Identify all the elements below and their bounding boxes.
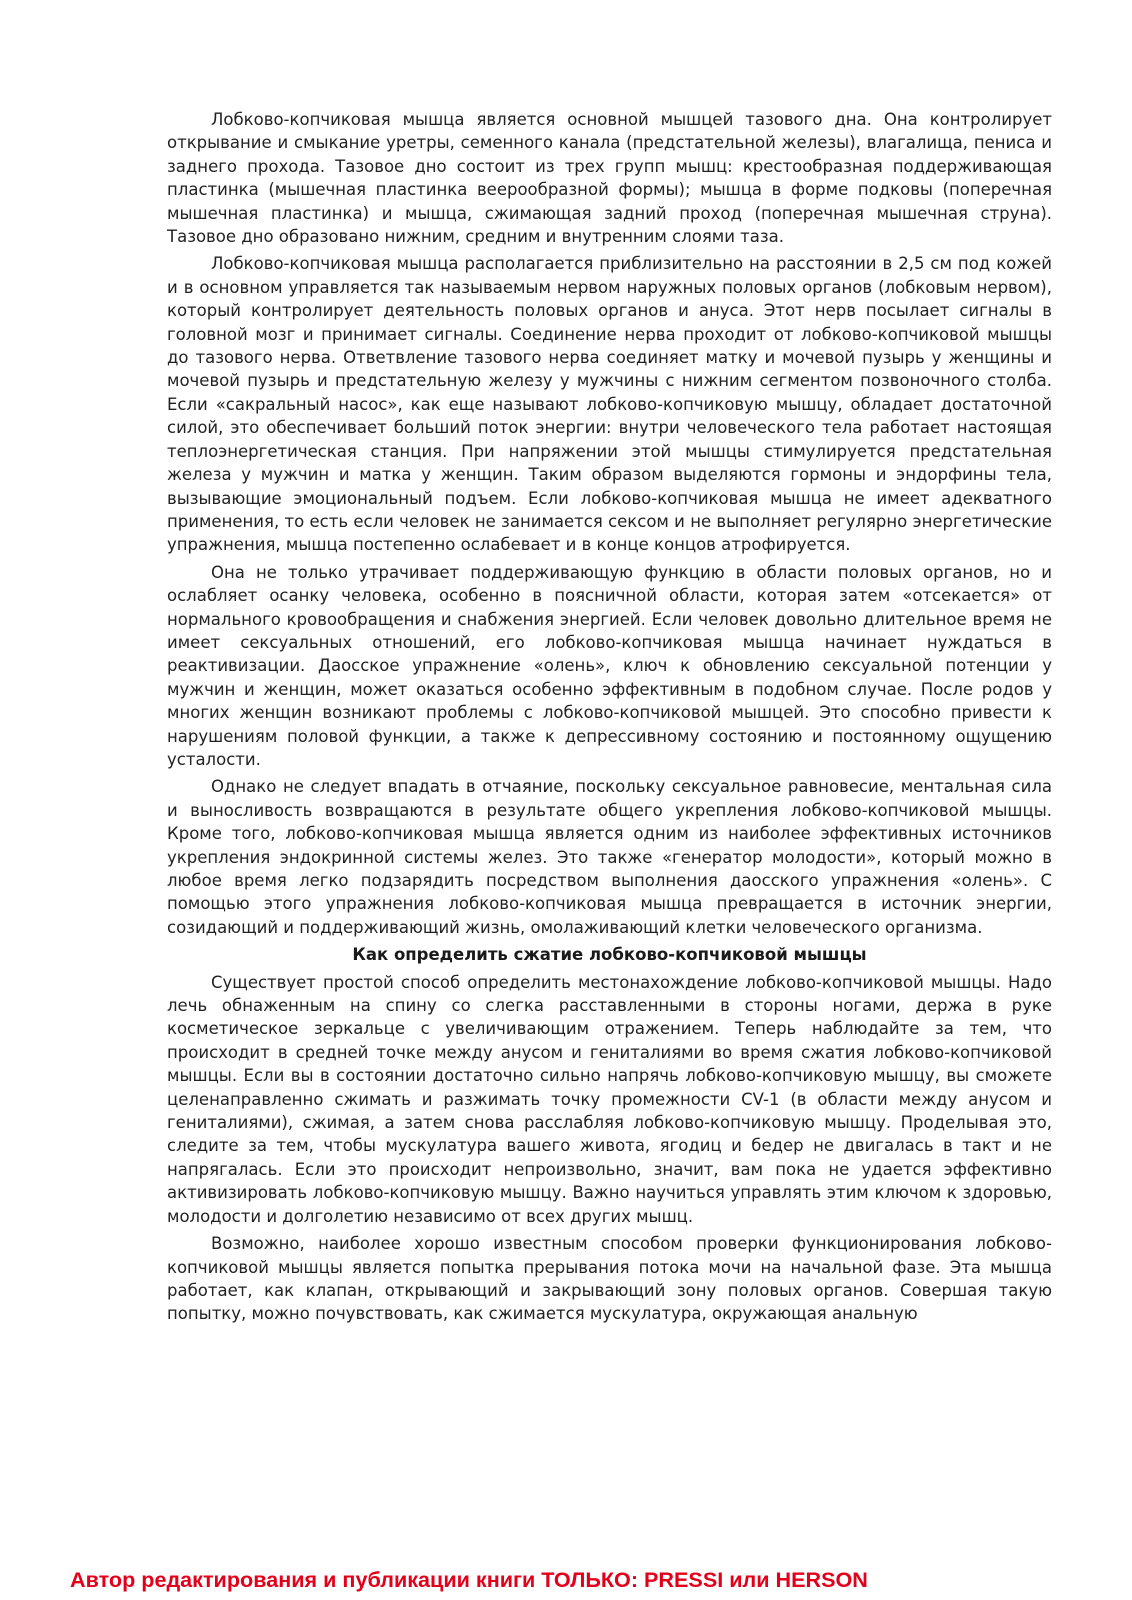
paragraph-urine-test: Возможно, наиболее хорошо известным способом проверки функционирования лобково-копчиковой мышцы является попытка прерывания потока мочи на начальной фазе. Эта мышца работает, как клапан, открывающий и закрывающий зону половых органов. Совершая такую попытку, можно почувствовать, как сжимается мускулатура, окружающая анальную — [167, 1234, 1052, 1324]
paragraph-mirror-method: Существует простой способ определить местонахождение лобково-копчиковой мышцы. Надо лечь обнаженным на спину со слегка расставленными в стороны ногами, держа в руке косметическое зеркальце с увеличивающим отражением. Теперь наблюдайте за тем, что происходит в средней точке между анусом и гениталиями во время сжатия лобково-копчиковой мышцы. Если вы в состоянии достаточно сильно напрячь лобково-копчиковую мышцу, вы сможете целенаправленно сжимать и разжимать точку промежности CV-1 (в области между анусом и гениталиями), сжимая, а затем снова расслабляя лобково-копчиковую мышцу. Проделывая это, следите за тем, чтобы мускулатура вашего живота, ягодиц и бедер не двигалась в такт и не напрягалась. Если это происходит непроизвольно, значит, вам пока не удается эффективно активизировать лобково-копчиковую мышцу. Важно научиться управлять этим ключом к здоровью, молодости и долголетию независимо от всех других мышц. — [167, 972, 1052, 1226]
paragraph-posture: Она не только утрачивает поддерживающую функцию в области половых органов, но и ослабляет осанку человека, особенно в поясничной области, которая затем «отсекается» от нормального кровообращения и снабжения энергией. Если человек довольно длительное время не имеет сексуальных отношений, его лобково-копчиковая мышца начинает нуждаться в реактивизации. Даосское упражнение «олень», ключ к обновлению сексуальной потенции у мужчин и женщин, может оказаться особенно эффективным в подобном случае. После родов у многих женщин возникают проблемы с лобково-копчиковой мышцей. Это способно привести к нарушениям половой функции, а также к депрессивному состоянию и постоянному ощущению усталости. — [167, 562, 1052, 769]
footer-banner: Автор редактирования и публикации книги ТОЛЬКО: PRESSI или HERSON — [70, 1567, 868, 1592]
paragraph-pelvic-floor: Лобково-копчиковая мышца является основной мышцей тазового дна. Она контролирует открывание и смыкание уретры, семенного канала (предстательной железы), влагалища, пениса и заднего прохода. Тазовое дно состоит из трех групп мышц: крестообразная поддерживающая пластинка (мышечная пластинка веерообразной формы); мышца в форме подковы (поперечная мышечная пластинка) и мышца, сжимающая задний проход (поперечная мышечная струна). Тазовое дно образовано нижним, средним и внутренним слоями таза. — [167, 110, 1052, 247]
paragraph-nerve: Лобково-копчиковая мышца располагается приблизительно на расстоянии в 2,5 см под кожей и в основном управляется так называемым нервом наружных половых органов (лобковым нервом), который контролирует деятельность половых органов и ануса. Этот нерв посылает сигналы в головной мозг и принимает сигналы. Соединение нерва проходит от лобково-копчиковой мышцы до тазового нерва. Ответвление тазового нерва соединяет матку и мочевой пузырь у женщины и мочевой пузырь и предстательную железу у мужчины с нижним сегментом позвоночного столба. Если «сакральный насос», как еще называют лобково-копчиковую мышцу, обладает достаточной силой, это обеспечивает больший поток энергии: внутри человеческого тела работает настоящая теплоэнергетическая станция. При напряжении этой мышцы стимулируется предстательная железа у мужчин и матка у женщин. Таким образом выделяются гормоны и эндорфины тела, вызывающие эмоциональный подъем. Если лобково-копчиковая мышца не имеет адекватного применения, то есть если человек не занимается сексом и не выполняет регулярно энергетические упражнения, мышца постепенно ослабевает и в конце концов атрофируется. — [167, 254, 1052, 555]
section-heading: Как определить сжатие лобково-копчиковой мышцы — [352, 945, 867, 965]
paragraph-recovery: Однако не следует впадать в отчаяние, поскольку сексуальное равновесие, ментальная сила и выносливость возвращаются в результате общего укрепления лобково-копчиковой мышцы. Кроме того, лобково-копчиковая мышца является одним из наиболее эффективных источников укрепления эндокринной системы желез. Это также «генератор молодости», который можно в любое время легко подзарядить посредством выполнения даосского упражнения «олень». С помощью этого упражнения лобково-копчиковая мышца превращается в источник энергии, созидающий и поддерживающий жизнь, омолаживающий клетки человеческого организма. — [167, 777, 1052, 937]
document-body — [167, 108, 1052, 1330]
